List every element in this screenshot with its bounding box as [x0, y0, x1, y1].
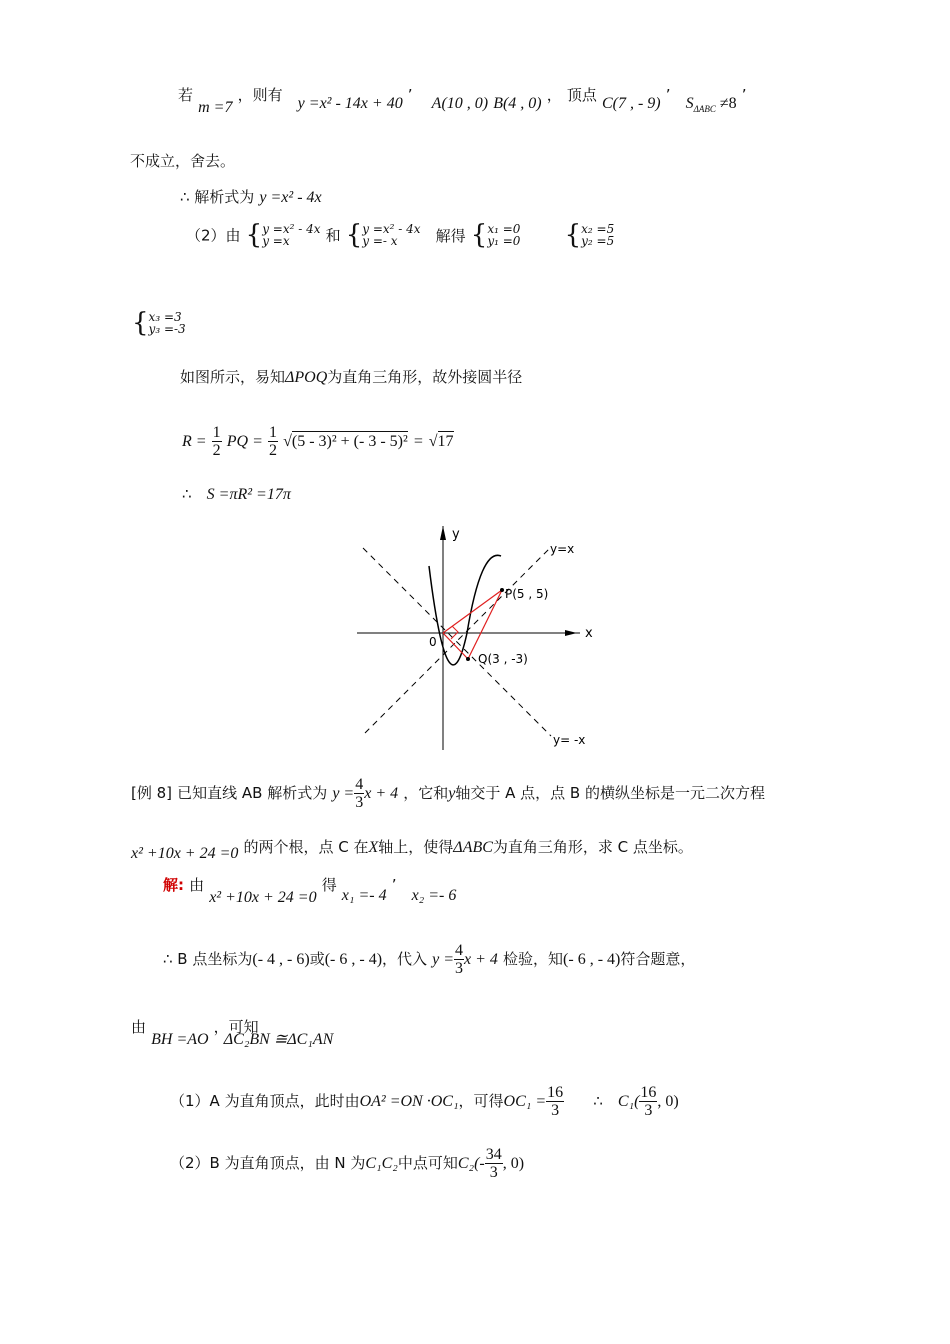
example-line-1: [131, 776, 765, 811]
system-2: [362, 223, 420, 247]
math: S =πR² =17π: [206, 486, 291, 503]
line-2: 不成立，舍去。: [130, 152, 236, 170]
math: B(4 , 0): [493, 95, 542, 112]
numerator: 1: [212, 424, 221, 441]
math: y₂ =5: [581, 234, 615, 248]
numerator: 16: [640, 1084, 657, 1101]
text: ’: [407, 86, 413, 104]
math: A(10 , 0): [431, 95, 489, 112]
line-5: [132, 310, 186, 336]
line-7: [182, 424, 454, 459]
math: (5 - 3)² + (- 3 - 5)²: [291, 433, 408, 450]
math: , 0): [657, 1093, 679, 1110]
text: （2）B 为直角顶点，由 N 为: [170, 1154, 366, 1172]
solution-line-5: [170, 1146, 524, 1181]
point-p-label: P(5 , 5): [505, 587, 549, 601]
line-y-eq-x: [365, 548, 550, 733]
text: ，代入: [382, 950, 428, 968]
denominator: 3: [489, 1164, 498, 1181]
math: x + 4: [464, 951, 498, 968]
math: =: [412, 433, 424, 450]
text: 若: [178, 86, 194, 104]
text: ，则有: [237, 86, 283, 104]
line-6: [180, 366, 522, 387]
math: OC₁ =: [503, 1093, 547, 1110]
math: x² +10x + 24 =0: [209, 889, 317, 906]
text: 由: [189, 876, 205, 894]
math: (- 6 , - 4): [324, 951, 383, 968]
denominator: 3: [455, 960, 464, 977]
solution-1: [487, 223, 520, 247]
math: X: [368, 839, 379, 856]
math: y =: [432, 951, 455, 968]
numerator: 34: [485, 1146, 502, 1163]
example-line-2: [131, 836, 693, 862]
brace: {: [470, 220, 488, 250]
text: 已知直线 AB 解析式为: [177, 784, 328, 802]
math: x₂ =5: [581, 222, 615, 236]
point-q-label: Q(3 , -3): [478, 652, 528, 666]
text: ，它和: [403, 784, 449, 802]
math: ≠8: [719, 95, 737, 112]
numerator: 4: [355, 776, 364, 793]
math: S: [685, 95, 694, 112]
text: 轴交于 A 点，点 B 的横纵坐标是一元二次方程: [455, 784, 765, 802]
point-p: [500, 588, 504, 592]
subscript: ΔABC: [693, 104, 716, 115]
brace: {: [132, 308, 149, 338]
text: ∴: [593, 1092, 603, 1110]
math: m =7: [198, 99, 233, 116]
math: y =x: [262, 234, 290, 248]
numerator: 16: [547, 1084, 564, 1101]
text: ∴: [182, 485, 192, 503]
math: C₂(-: [457, 1155, 485, 1172]
line-8: [182, 484, 291, 504]
math: y =x² - 4x: [362, 222, 421, 236]
sqrt-sign: √: [283, 433, 292, 450]
system-1: [262, 223, 320, 247]
math: (- 6 , - 4): [563, 951, 621, 968]
text: ∴ 解析式为: [180, 188, 255, 206]
text: ’: [741, 86, 747, 104]
text: 解得: [435, 226, 466, 245]
math: x² +10x + 24 =0: [131, 845, 239, 862]
math: y: [448, 785, 456, 802]
denominator: 3: [644, 1102, 653, 1119]
math: OA² =ON ·OC₁: [359, 1093, 459, 1110]
point-q: [466, 657, 470, 661]
math: ΔPOQ: [285, 369, 328, 386]
math: y =- x: [362, 234, 398, 248]
math: R =: [182, 433, 207, 450]
solution-line-1: [163, 874, 457, 906]
brace: {: [245, 220, 263, 250]
text: 的两个根，点 C 在: [243, 838, 369, 856]
text: 由: [131, 1018, 147, 1036]
text: 为直角三角形，求 C 点坐标。: [492, 838, 693, 856]
text: 轴上，使得: [378, 838, 454, 856]
graph-figure: [355, 518, 610, 753]
solution-line-2: [163, 942, 695, 977]
y-arrow-icon: [440, 526, 446, 540]
text: [例 8]: [131, 784, 173, 802]
solution-line-4: [170, 1084, 679, 1119]
math: C(7 , - 9): [601, 95, 661, 112]
math: y₃ =-3: [148, 322, 186, 336]
text: 得: [321, 876, 337, 894]
solution-3: [149, 311, 186, 335]
math: 17: [437, 433, 454, 450]
text: ∴ B 点坐标为: [163, 950, 253, 968]
math: y =x² - 14x + 40: [297, 95, 403, 112]
line-3: [180, 186, 322, 207]
denominator: 3: [551, 1102, 560, 1119]
fraction: [212, 424, 222, 459]
text: 符合题意，: [620, 950, 696, 968]
numerator: 1: [268, 424, 277, 441]
math: (- 4 , - 6): [252, 951, 310, 968]
y-label: y: [452, 527, 460, 542]
brace: {: [564, 220, 582, 250]
text: ，可知: [213, 1018, 259, 1036]
sqrt-sign: √: [428, 433, 438, 450]
math: , 0): [502, 1155, 525, 1172]
solution-line-3: [131, 1016, 334, 1048]
math: x + 4: [364, 785, 399, 802]
math: C₁(: [617, 1093, 640, 1110]
text: 和: [325, 226, 341, 245]
math: x₂ =- 6: [411, 887, 457, 904]
x-label: x: [585, 626, 593, 641]
fraction: [268, 424, 278, 459]
line-4: [186, 222, 614, 248]
solution-label: 解:: [163, 876, 184, 894]
fraction: [354, 776, 364, 811]
math: PQ =: [226, 433, 263, 450]
fraction: [454, 942, 464, 977]
line-label-y-eq-x: y=x: [550, 542, 575, 556]
math: [685, 95, 737, 115]
solution-2: [581, 223, 614, 247]
math: y =x² - 4x: [262, 222, 321, 236]
fraction: [639, 1084, 657, 1119]
fraction: [546, 1084, 564, 1119]
fraction: [485, 1146, 503, 1181]
text: ’: [665, 86, 671, 104]
denominator: 3: [355, 794, 364, 811]
math: ΔC₂BN ≅ΔC₁AN: [223, 1031, 334, 1048]
math: ΔABC: [453, 839, 493, 856]
math: x₁ =- 4: [341, 887, 387, 904]
text: 如图所示，易知: [180, 368, 286, 386]
text: （2）由: [186, 226, 241, 245]
math: y =x² - 4x: [259, 189, 322, 206]
text: 或: [309, 950, 325, 968]
text: ’: [391, 876, 397, 894]
denominator: 2: [268, 442, 277, 459]
text: （1）A 为直角顶点，此时由: [170, 1092, 360, 1110]
text: 顶点: [566, 86, 597, 104]
numerator: 4: [455, 942, 464, 959]
math: y =: [332, 785, 355, 802]
math: x₁ =0: [487, 222, 521, 236]
math: x₃ =3: [148, 310, 182, 324]
origin-label: 0: [429, 635, 437, 649]
text: ，: [546, 86, 562, 104]
math: BH =AO: [151, 1031, 209, 1048]
math: C₁C₂: [365, 1155, 398, 1172]
math: y₁ =0: [487, 234, 521, 248]
text: 为直角三角形，故外接圆半径: [327, 368, 523, 386]
parabola: [429, 555, 501, 665]
brace: {: [345, 220, 363, 250]
text: ，可得: [458, 1092, 504, 1110]
text: 中点可知: [397, 1154, 458, 1172]
denominator: 2: [212, 442, 221, 459]
line-y-neg-x: [363, 548, 551, 736]
line-label-y-neg-x: y= -x: [553, 733, 586, 747]
x-arrow-icon: [565, 630, 577, 636]
text: 检验，知: [503, 950, 564, 968]
